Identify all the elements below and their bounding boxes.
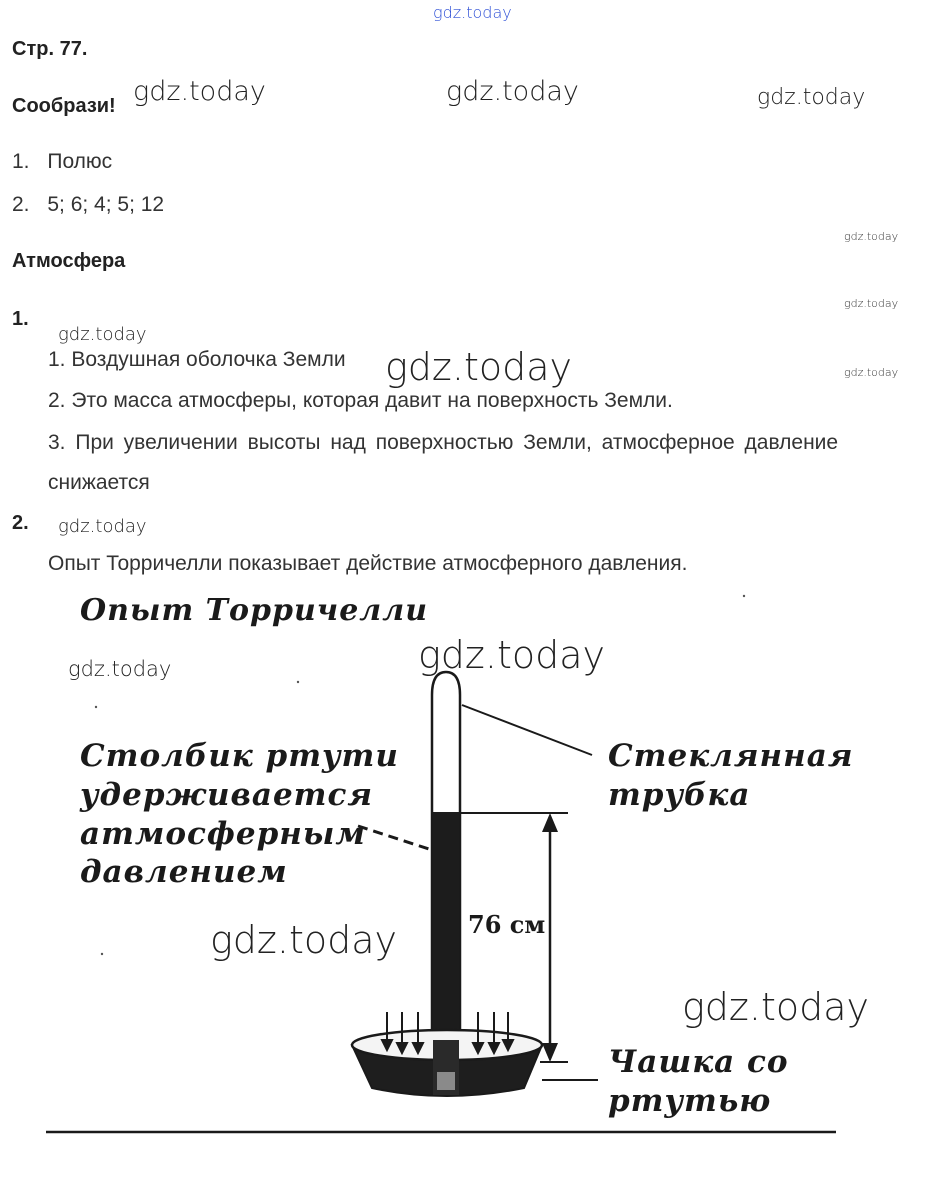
leader-line (462, 705, 592, 755)
answer-line: 3. При увеличении высоты над поверхностью Земли, атмосферное давление (48, 431, 839, 454)
list-item-number: 1. (12, 150, 30, 173)
label-line: трубка (608, 776, 751, 813)
watermark: gdz.today (446, 76, 579, 107)
answer-line: 1. Воздушная оболочка Земли (48, 348, 346, 371)
leader-line (358, 826, 432, 850)
task-number: 1. (12, 308, 29, 330)
watermark: gdz.today (58, 324, 147, 345)
watermark: gdz.today (210, 918, 397, 962)
watermark: gdz.today (844, 230, 899, 243)
label-line: удерживается (80, 776, 374, 813)
watermark-top: gdz.today (433, 3, 512, 22)
figure-title: Опыт Торричелли (80, 593, 429, 628)
task-number: 2. (12, 512, 29, 534)
watermark: gdz.today (682, 985, 869, 1029)
tube-opening (437, 1072, 455, 1090)
list-item-text: 5; 6; 4; 5; 12 (47, 193, 165, 216)
section-title-atmosfera: Атмосфера (12, 250, 126, 272)
height-label: 76 см (468, 910, 546, 939)
watermark: gdz.today (757, 85, 866, 110)
watermark: gdz.today (844, 366, 899, 379)
label-line: атмосферным (80, 815, 366, 852)
arrowhead-icon (542, 813, 558, 832)
watermark: gdz.today (385, 345, 572, 389)
section-title-soobrazi: Сообрази! (12, 95, 116, 117)
page-label: Стр. 77. (12, 38, 88, 60)
label-line: Чашка со (608, 1044, 789, 1080)
label-line: Столбик ртути (80, 738, 399, 774)
watermark: gdz.today (133, 76, 266, 107)
watermark: gdz.today (68, 657, 172, 681)
list-item-number: 2. (12, 193, 30, 216)
answer-line: 2. Это масса атмосферы, которая давит на поверхность Земли. (48, 389, 673, 412)
answer-line: снижается (48, 471, 150, 494)
watermark: gdz.today (418, 633, 605, 677)
arrowhead-icon (542, 1043, 558, 1062)
label-line: Стеклянная (608, 738, 854, 774)
watermark: gdz.today (58, 516, 147, 537)
list-item-text: Полюс (47, 150, 113, 173)
label-line: давлением (80, 854, 288, 891)
label-line: ртутью (608, 1082, 772, 1119)
watermark: gdz.today (844, 297, 899, 310)
answer-line: Опыт Торричелли показывает действие атмосферного давления. (48, 552, 688, 575)
